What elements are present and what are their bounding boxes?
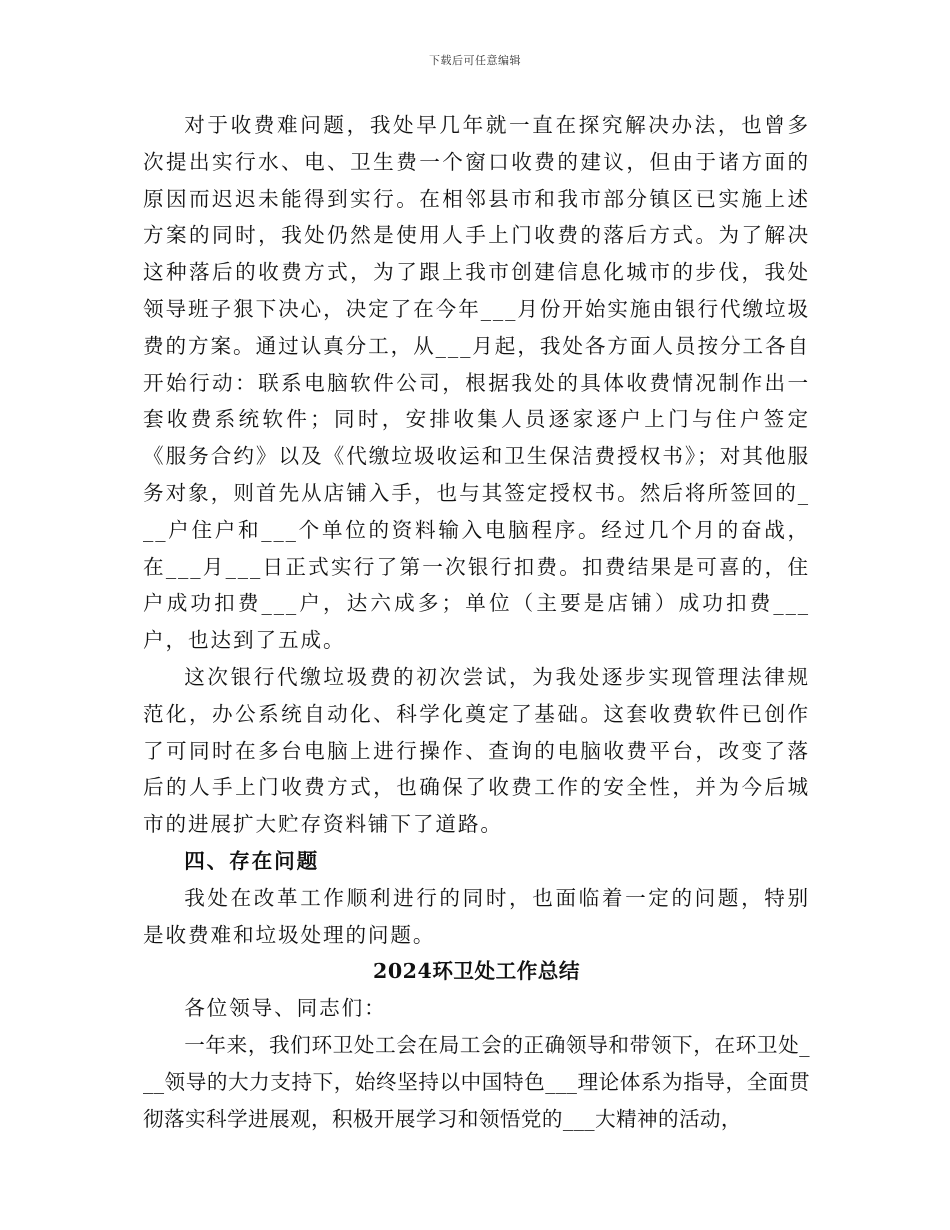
paragraph-bank-payment: 这次银行代缴垃圾费的初次尝试，为我处逐步实现管理法律规范化，办公系统自动化、科学化奠定了基础。这套收费软件已创作了可同时在多台电脑上进行操作、查询的电脑收费平台，改变了落后的人手上门收费方式，也确保了收费工作的安全性，并为今后城市的进展扩大贮存资料铺下了道路。 — [143, 664, 810, 837]
page-header: 下载后可任意编辑 — [429, 54, 521, 67]
document-body — [143, 107, 810, 1137]
paragraph-problems: 我处在改革工作顺利进行的同时，也面临着一定的问题，特别是收费难和垃圾处理的问题。 — [143, 885, 810, 947]
section-heading-problems: 四、存在问题 — [184, 848, 320, 873]
paragraph-fee-collection: 对于收费难问题，我处早几年就一直在探究解决办法，也曾多次提出实行水、电、卫生费一个窗口收费的建议，但由于诸方面的原因而迟迟未能得到实行。在相邻县市和我市部分镇区已实施上述方案的同时，我处仍然是使用人手上门收费的落后方式。为了解决这种落后的收费方式，为了跟上我市创建信息化城市的步伐，我处领导班子狠下决心，决定了在今年___月份开始实施由银行代缴垃圾费的方案。通过认真分工，从___月起，我处各方面人员按分工各自开始行动：联系电脑软件公司，根据我处的具体收费情况制作出一套收费系统软件；同时，安排收集人员逐家逐户上门与住户签定《服务合约》以及《代缴垃圾收运和卫生保洁费授权书》；对其他服务对象，则首先从店铺入手，也与其签定授权书。然后将所签回的___户住户和___个单位的资料输入电脑程序。经过几个月的奋战，在___月___日正式实行了第一次银行扣费。扣费结果是可喜的，住户成功扣费___户，达六成多；单位（主要是店铺）成功扣费___户，也达到了五成。 — [143, 113, 810, 653]
greeting: 各位领导、同志们： — [184, 996, 387, 1021]
paragraph-union-summary: 一年来，我们环卫处工会在局工会的正确领导和带领下，在环卫处___领导的大力支持下，始终坚持以中国特色___理论体系为指导，全面贯彻落实科学进展观，积极开展学习和领悟党的___大精神的活动， — [143, 1032, 810, 1131]
document-title: 2024环卫处工作总结 — [373, 959, 580, 984]
